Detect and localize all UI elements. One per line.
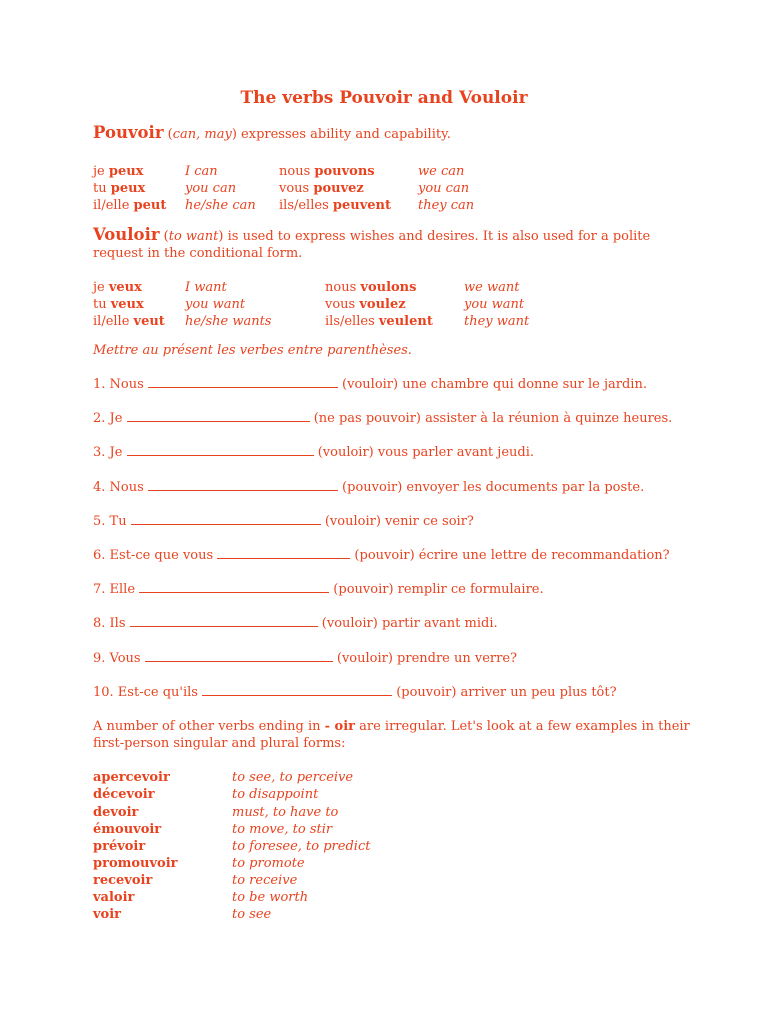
exercise-3: 3. Je (vouloir) vous parler avant jeudi. <box>93 445 535 460</box>
exercise-4: 4. Nous (pouvoir) envoyer les documents par la poste. <box>93 480 645 495</box>
vouloir-row-2-right: vous voulez <box>325 297 406 312</box>
vouloir-row-3-eng2: they want <box>464 314 530 329</box>
pouvoir-row-2-eng: you can <box>185 181 237 196</box>
pouvoir-row-2-eng2: you can <box>418 181 470 196</box>
page-title: The verbs Pouvoir and Vouloir <box>240 88 528 108</box>
pouvoir-row-1-eng: I can <box>185 164 218 179</box>
pouvoir-row-2-right: vous pouvez <box>279 181 364 196</box>
vouloir-row-2-eng: you want <box>185 297 246 312</box>
verb-en-9: to see <box>232 907 272 922</box>
verb-fr-4: émouvoir <box>93 822 162 837</box>
verb-en-8: to be worth <box>232 890 309 905</box>
verb-en-5: to foresee, to predict <box>232 839 371 854</box>
answer-blank-2[interactable] <box>127 410 310 422</box>
verb-en-3: must, to have to <box>232 805 339 820</box>
vouloir-row-2-eng2: you want <box>464 297 525 312</box>
verb-en-1: to see, to perceive <box>232 770 354 785</box>
pouvoir-description: expresses ability and capability. <box>236 127 451 142</box>
pouvoir-row-1-eng2: we can <box>418 164 465 179</box>
pouvoir-row-2-left: tu peux <box>93 181 146 196</box>
verb-en-7: to receive <box>232 873 298 888</box>
verb-fr-5: prévoir <box>93 839 146 854</box>
answer-blank-6[interactable] <box>217 547 350 559</box>
answer-blank-8[interactable] <box>130 615 318 627</box>
pouvoir-row-3-eng2: they can <box>418 198 475 213</box>
pouvoir-gloss: can, may <box>172 127 232 142</box>
answer-blank-1[interactable] <box>148 376 338 388</box>
verb-en-2: to disappoint <box>232 787 319 802</box>
irregular-verbs-paragraph: A number of other verbs ending in - oir are irregular. Let's look at a few examples in their first-person singular and plural forms: <box>93 719 690 751</box>
answer-blank-7[interactable] <box>139 581 329 593</box>
vouloir-row-1-right: nous voulons <box>325 280 417 295</box>
exercise-8: 8. Ils (vouloir) partir avant midi. <box>93 616 498 631</box>
answer-blank-4[interactable] <box>148 479 338 491</box>
vouloir-intro-line-1: Vouloir (to want) is used to express wishes and desires. It is also used for a polite <box>93 225 651 244</box>
answer-blank-3[interactable] <box>127 444 314 456</box>
vouloir-word: Vouloir <box>93 225 160 244</box>
answer-blank-10[interactable] <box>202 684 392 696</box>
pouvoir-row-1-left: je peux <box>93 164 144 179</box>
pouvoir-row-1-right: nous pouvons <box>279 164 375 179</box>
pouvoir-row-3-right: ils/elles peuvent <box>279 198 391 213</box>
verb-en-4: to move, to stir <box>232 822 333 837</box>
vouloir-row-2-left: tu veux <box>93 297 144 312</box>
vouloir-row-3-left: il/elle veut <box>93 314 165 329</box>
verb-en-6: to promote <box>232 856 305 871</box>
pouvoir-word: Pouvoir <box>93 123 164 142</box>
pouvoir-row-3-left: il/elle peut <box>93 198 167 213</box>
exercise-9: 9. Vous (vouloir) prendre un verre? <box>93 651 518 666</box>
vouloir-intro-line-2: request in the conditional form. <box>93 246 303 261</box>
vouloir-row-3-right: ils/elles veulent <box>325 314 433 329</box>
vouloir-row-1-eng: I want <box>185 280 227 295</box>
vouloir-row-3-eng: he/she wants <box>185 314 272 329</box>
verb-fr-6: promouvoir <box>93 856 178 871</box>
vouloir-row-1-eng2: we want <box>464 280 520 295</box>
exercise-7: 7. Elle (pouvoir) remplir ce formulaire. <box>93 582 544 597</box>
pouvoir-row-3-eng: he/she can <box>185 198 256 213</box>
exercise-5: 5. Tu (vouloir) venir ce soir? <box>93 514 474 529</box>
exercise-6: 6. Est-ce que vous (pouvoir) écrire une lettre de recommandation? <box>93 548 670 563</box>
verb-fr-7: recevoir <box>93 873 153 888</box>
vouloir-gloss: to want <box>168 229 219 244</box>
exercise-instruction: Mettre au présent les verbes entre parenthèses. <box>93 343 412 358</box>
answer-blank-5[interactable] <box>131 513 321 525</box>
verb-fr-8: valoir <box>93 890 135 905</box>
verb-fr-1: apercevoir <box>93 770 170 785</box>
verb-fr-3: devoir <box>93 805 139 820</box>
vouloir-row-1-left: je veux <box>93 280 142 295</box>
verb-fr-9: voir <box>93 907 122 922</box>
pouvoir-intro: Pouvoir (can, may) expresses ability and capability. <box>93 123 451 142</box>
verb-fr-2: décevoir <box>93 787 155 802</box>
exercise-2: 2. Je (ne pas pouvoir) assister à la réunion à quinze heures. <box>93 411 673 426</box>
answer-blank-9[interactable] <box>145 650 333 662</box>
exercise-10: 10. Est-ce qu'ils (pouvoir) arriver un peu plus tôt? <box>93 685 617 700</box>
exercise-1: 1. Nous (vouloir) une chambre qui donne sur le jardin. <box>93 377 647 392</box>
